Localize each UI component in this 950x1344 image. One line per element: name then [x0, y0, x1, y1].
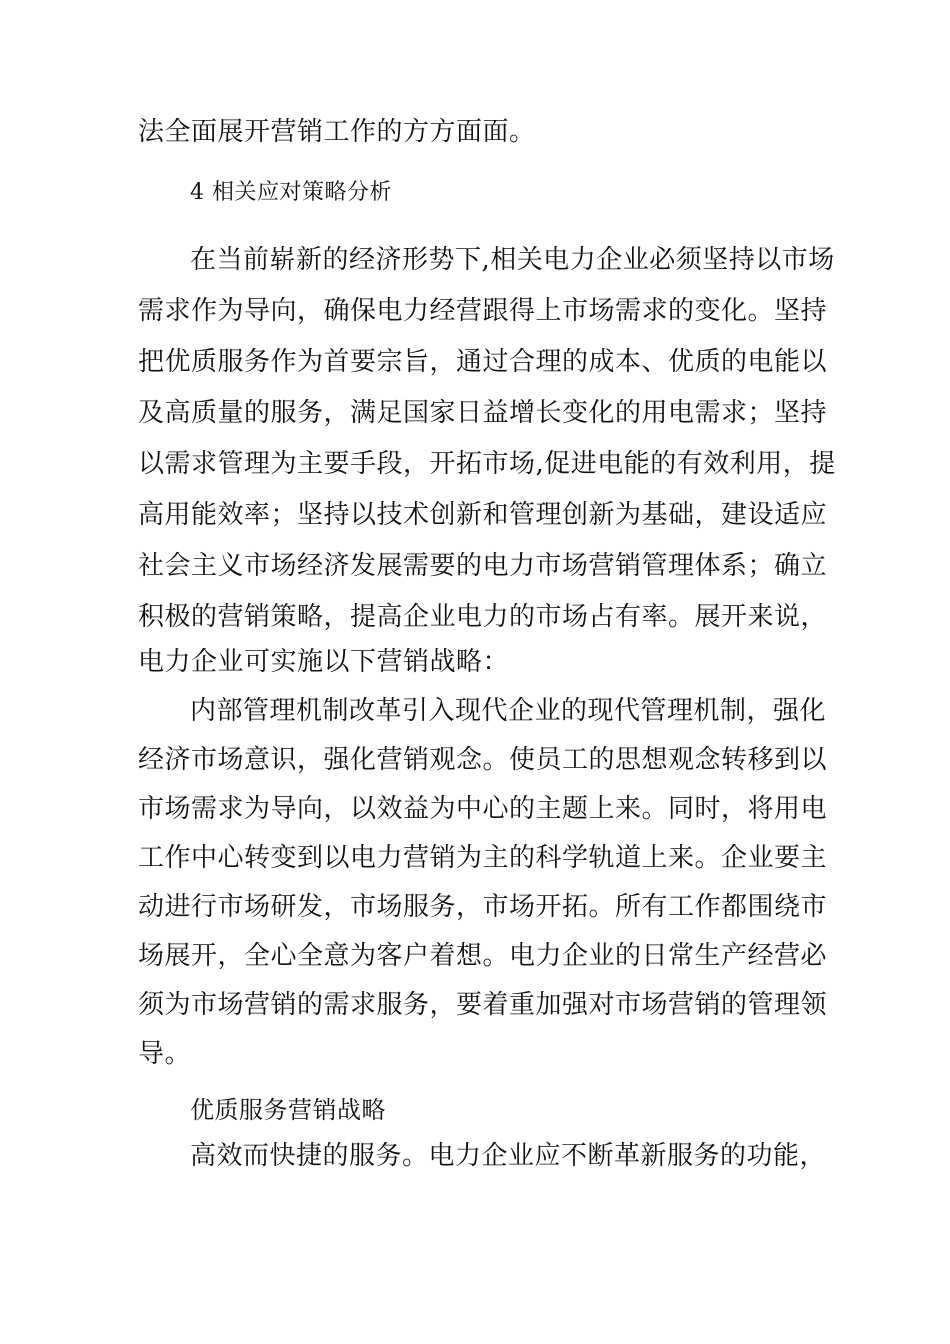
- paragraph-line: 工作中心转变到以电力营销为主的科学轨道上来。企业要主: [138, 843, 828, 873]
- paragraph-line: 积极的营销策略，提高企业电力的市场占有率。展开来说，: [138, 602, 828, 632]
- section-heading: 4 相关应对策略分析: [190, 180, 392, 205]
- paragraph-line: 市场需求为导向，以效益为中心的主题上来。同时，将用电: [138, 794, 828, 824]
- paragraph-line: 电力企业可实施以下营销战略：: [138, 647, 510, 677]
- paragraph-line: 内部管理机制改革引入现代企业的现代管理机制，强化: [190, 696, 827, 726]
- paragraph-line: 须为市场营销的需求服务，要着重加强对市场营销的管理领: [138, 990, 828, 1020]
- paragraph-line: 及高质量的服务，满足国家日益增长变化的用电需求；坚持: [138, 398, 828, 428]
- paragraph-line: 以需求管理为主要手段，开拓市场,促进电能的有效利用，提: [138, 449, 836, 479]
- paragraph-line: 在当前崭新的经济形势下,相关电力企业必须坚持以市场: [190, 245, 835, 275]
- paragraph-line: 社会主义市场经济发展需要的电力市场营销管理体系；确立: [138, 551, 828, 581]
- paragraph-line: 高用能效率；坚持以技术创新和管理创新为基础，建设适应: [138, 500, 828, 530]
- paragraph-line: 高效而快捷的服务。电力企业应不断革新服务的功能，: [190, 1141, 827, 1171]
- paragraph-line: 导。: [138, 1039, 192, 1069]
- section-heading: 优质服务营销战略: [190, 1096, 386, 1124]
- paragraph-line: 需求作为导向，确保电力经营跟得上市场需求的变化。坚持: [138, 296, 828, 326]
- paragraph-line: 动进行市场研发，市场服务，市场开拓。所有工作都围绕市: [138, 892, 828, 922]
- paragraph-line: 把优质服务作为首要宗旨，通过合理的成本、优质的电能以: [138, 347, 828, 377]
- paragraph-line: 场展开，全心全意为客户着想。电力企业的日常生产经营必: [138, 941, 828, 971]
- paragraph-line: 经济市场意识，强化营销观念。使员工的思想观念转移到以: [138, 745, 828, 775]
- paragraph-line: 法全面展开营销工作的方方面面。: [138, 117, 536, 147]
